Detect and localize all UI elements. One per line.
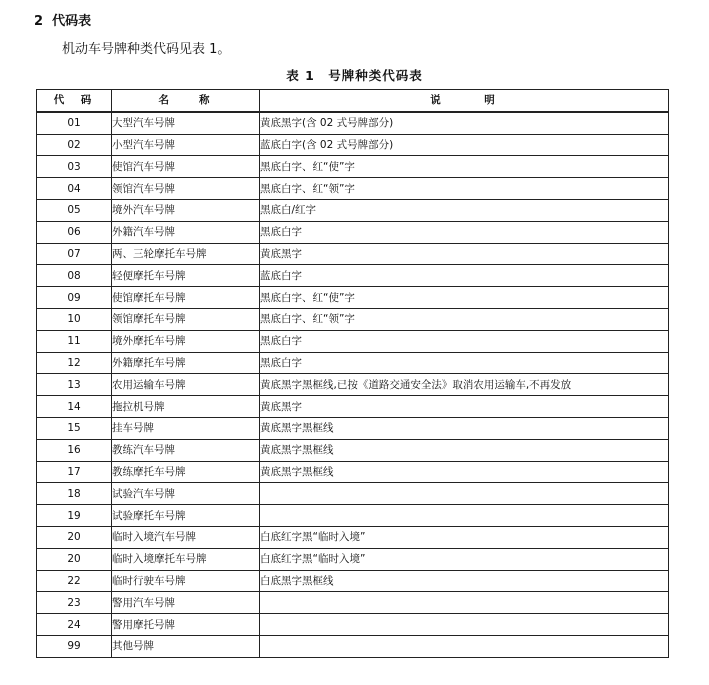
cell-note: 黑底白字	[260, 352, 669, 374]
table-body	[37, 112, 669, 657]
cell-note	[260, 614, 669, 636]
cell-name: 使馆摩托车号牌	[112, 287, 260, 309]
table-row	[37, 374, 669, 396]
cell-name: 外籍摩托车号牌	[112, 352, 260, 374]
cell-note: 黄底黑字黑框线	[260, 417, 669, 439]
section-heading	[34, 10, 91, 29]
cell-name: 使馆汽车号牌	[112, 156, 260, 178]
cell-name: 警用汽车号牌	[112, 592, 260, 614]
table-row	[37, 330, 669, 352]
table-row	[37, 112, 669, 134]
cell-name: 临时入境摩托车号牌	[112, 548, 260, 570]
cell-code: 13	[37, 374, 112, 396]
cell-code: 10	[37, 308, 112, 330]
cell-code: 24	[37, 614, 112, 636]
cell-note	[260, 635, 669, 657]
table-row	[37, 592, 669, 614]
table-row	[37, 265, 669, 287]
table-header-row	[37, 90, 669, 112]
plate-code-table	[36, 89, 669, 658]
cell-name: 轻便摩托车号牌	[112, 265, 260, 287]
cell-name: 拖拉机号牌	[112, 396, 260, 418]
table-row	[37, 243, 669, 265]
cell-name: 警用摩托号牌	[112, 614, 260, 636]
cell-note	[260, 505, 669, 527]
table-row	[37, 526, 669, 548]
cell-code: 05	[37, 199, 112, 221]
cell-note: 黑底白字、红“领”字	[260, 178, 669, 200]
cell-code: 01	[37, 112, 112, 134]
table-row	[37, 287, 669, 309]
cell-note: 黑底白字	[260, 221, 669, 243]
cell-code: 23	[37, 592, 112, 614]
cell-note: 黑底白/红字	[260, 199, 669, 221]
cell-note: 白底红字黑“临时入境”	[260, 548, 669, 570]
cell-name: 境外摩托车号牌	[112, 330, 260, 352]
table-row	[37, 396, 669, 418]
table-row	[37, 417, 669, 439]
cell-code: 15	[37, 417, 112, 439]
cell-name: 境外汽车号牌	[112, 199, 260, 221]
cell-code: 19	[37, 505, 112, 527]
table-row	[37, 439, 669, 461]
cell-note: 蓝底白字(含 02 式号牌部分)	[260, 134, 669, 156]
header-code: 代 码	[37, 90, 112, 112]
table-row	[37, 505, 669, 527]
table-row	[37, 199, 669, 221]
table-row	[37, 178, 669, 200]
cell-name: 其他号牌	[112, 635, 260, 657]
section-number: 2	[34, 14, 44, 29]
cell-note: 蓝底白字	[260, 265, 669, 287]
table-row	[37, 156, 669, 178]
cell-note: 黄底黑字黑框线	[260, 439, 669, 461]
section-title: 代码表	[52, 14, 92, 29]
cell-name: 挂车号牌	[112, 417, 260, 439]
cell-note: 黄底黑字	[260, 396, 669, 418]
cell-code: 07	[37, 243, 112, 265]
cell-note: 白底黑字黑框线	[260, 570, 669, 592]
cell-code: 09	[37, 287, 112, 309]
cell-name: 教练摩托车号牌	[112, 461, 260, 483]
table-row	[37, 548, 669, 570]
cell-code: 04	[37, 178, 112, 200]
cell-name: 试验摩托车号牌	[112, 505, 260, 527]
header-name: 名 称	[112, 90, 260, 112]
cell-code: 14	[37, 396, 112, 418]
cell-code: 08	[37, 265, 112, 287]
cell-name: 大型汽车号牌	[112, 112, 260, 134]
cell-note: 黄底黑字黑框线,已按《道路交通安全法》取消农用运输车,不再发放	[260, 374, 669, 396]
intro-text: 机动车号牌种类代码见表 1。	[62, 42, 231, 57]
table-row	[37, 221, 669, 243]
cell-name: 外籍汽车号牌	[112, 221, 260, 243]
table-row	[37, 134, 669, 156]
cell-code: 02	[37, 134, 112, 156]
table-row	[37, 483, 669, 505]
cell-code: 99	[37, 635, 112, 657]
cell-code: 03	[37, 156, 112, 178]
cell-note: 黑底白字、红“使”字	[260, 287, 669, 309]
cell-name: 领馆摩托车号牌	[112, 308, 260, 330]
cell-note: 黄底黑字(含 02 式号牌部分)	[260, 112, 669, 134]
cell-note: 白底红字黑“临时入境”	[260, 526, 669, 548]
cell-name: 小型汽车号牌	[112, 134, 260, 156]
cell-name: 两、三轮摩托车号牌	[112, 243, 260, 265]
cell-name: 教练汽车号牌	[112, 439, 260, 461]
cell-note: 黑底白字	[260, 330, 669, 352]
cell-code: 18	[37, 483, 112, 505]
cell-note: 黑底白字、红“使”字	[260, 156, 669, 178]
cell-code: 20	[37, 548, 112, 570]
cell-name: 领馆汽车号牌	[112, 178, 260, 200]
cell-code: 12	[37, 352, 112, 374]
cell-code: 11	[37, 330, 112, 352]
cell-code: 06	[37, 221, 112, 243]
table-row	[37, 352, 669, 374]
cell-code: 17	[37, 461, 112, 483]
table-row	[37, 461, 669, 483]
cell-name: 试验汽车号牌	[112, 483, 260, 505]
cell-note	[260, 483, 669, 505]
cell-note: 黄底黑字	[260, 243, 669, 265]
table-row	[37, 635, 669, 657]
table-row	[37, 308, 669, 330]
table-caption: 表 1 号牌种类代码表	[286, 68, 423, 83]
table-row	[37, 570, 669, 592]
cell-code: 20	[37, 526, 112, 548]
cell-name: 临时入境汽车号牌	[112, 526, 260, 548]
cell-name: 农用运输车号牌	[112, 374, 260, 396]
cell-code: 16	[37, 439, 112, 461]
cell-note: 黄底黑字黑框线	[260, 461, 669, 483]
cell-note: 黑底白字、红“领”字	[260, 308, 669, 330]
table-row	[37, 614, 669, 636]
header-note: 说 明	[260, 90, 669, 112]
cell-code: 22	[37, 570, 112, 592]
cell-name: 临时行驶车号牌	[112, 570, 260, 592]
cell-note	[260, 592, 669, 614]
